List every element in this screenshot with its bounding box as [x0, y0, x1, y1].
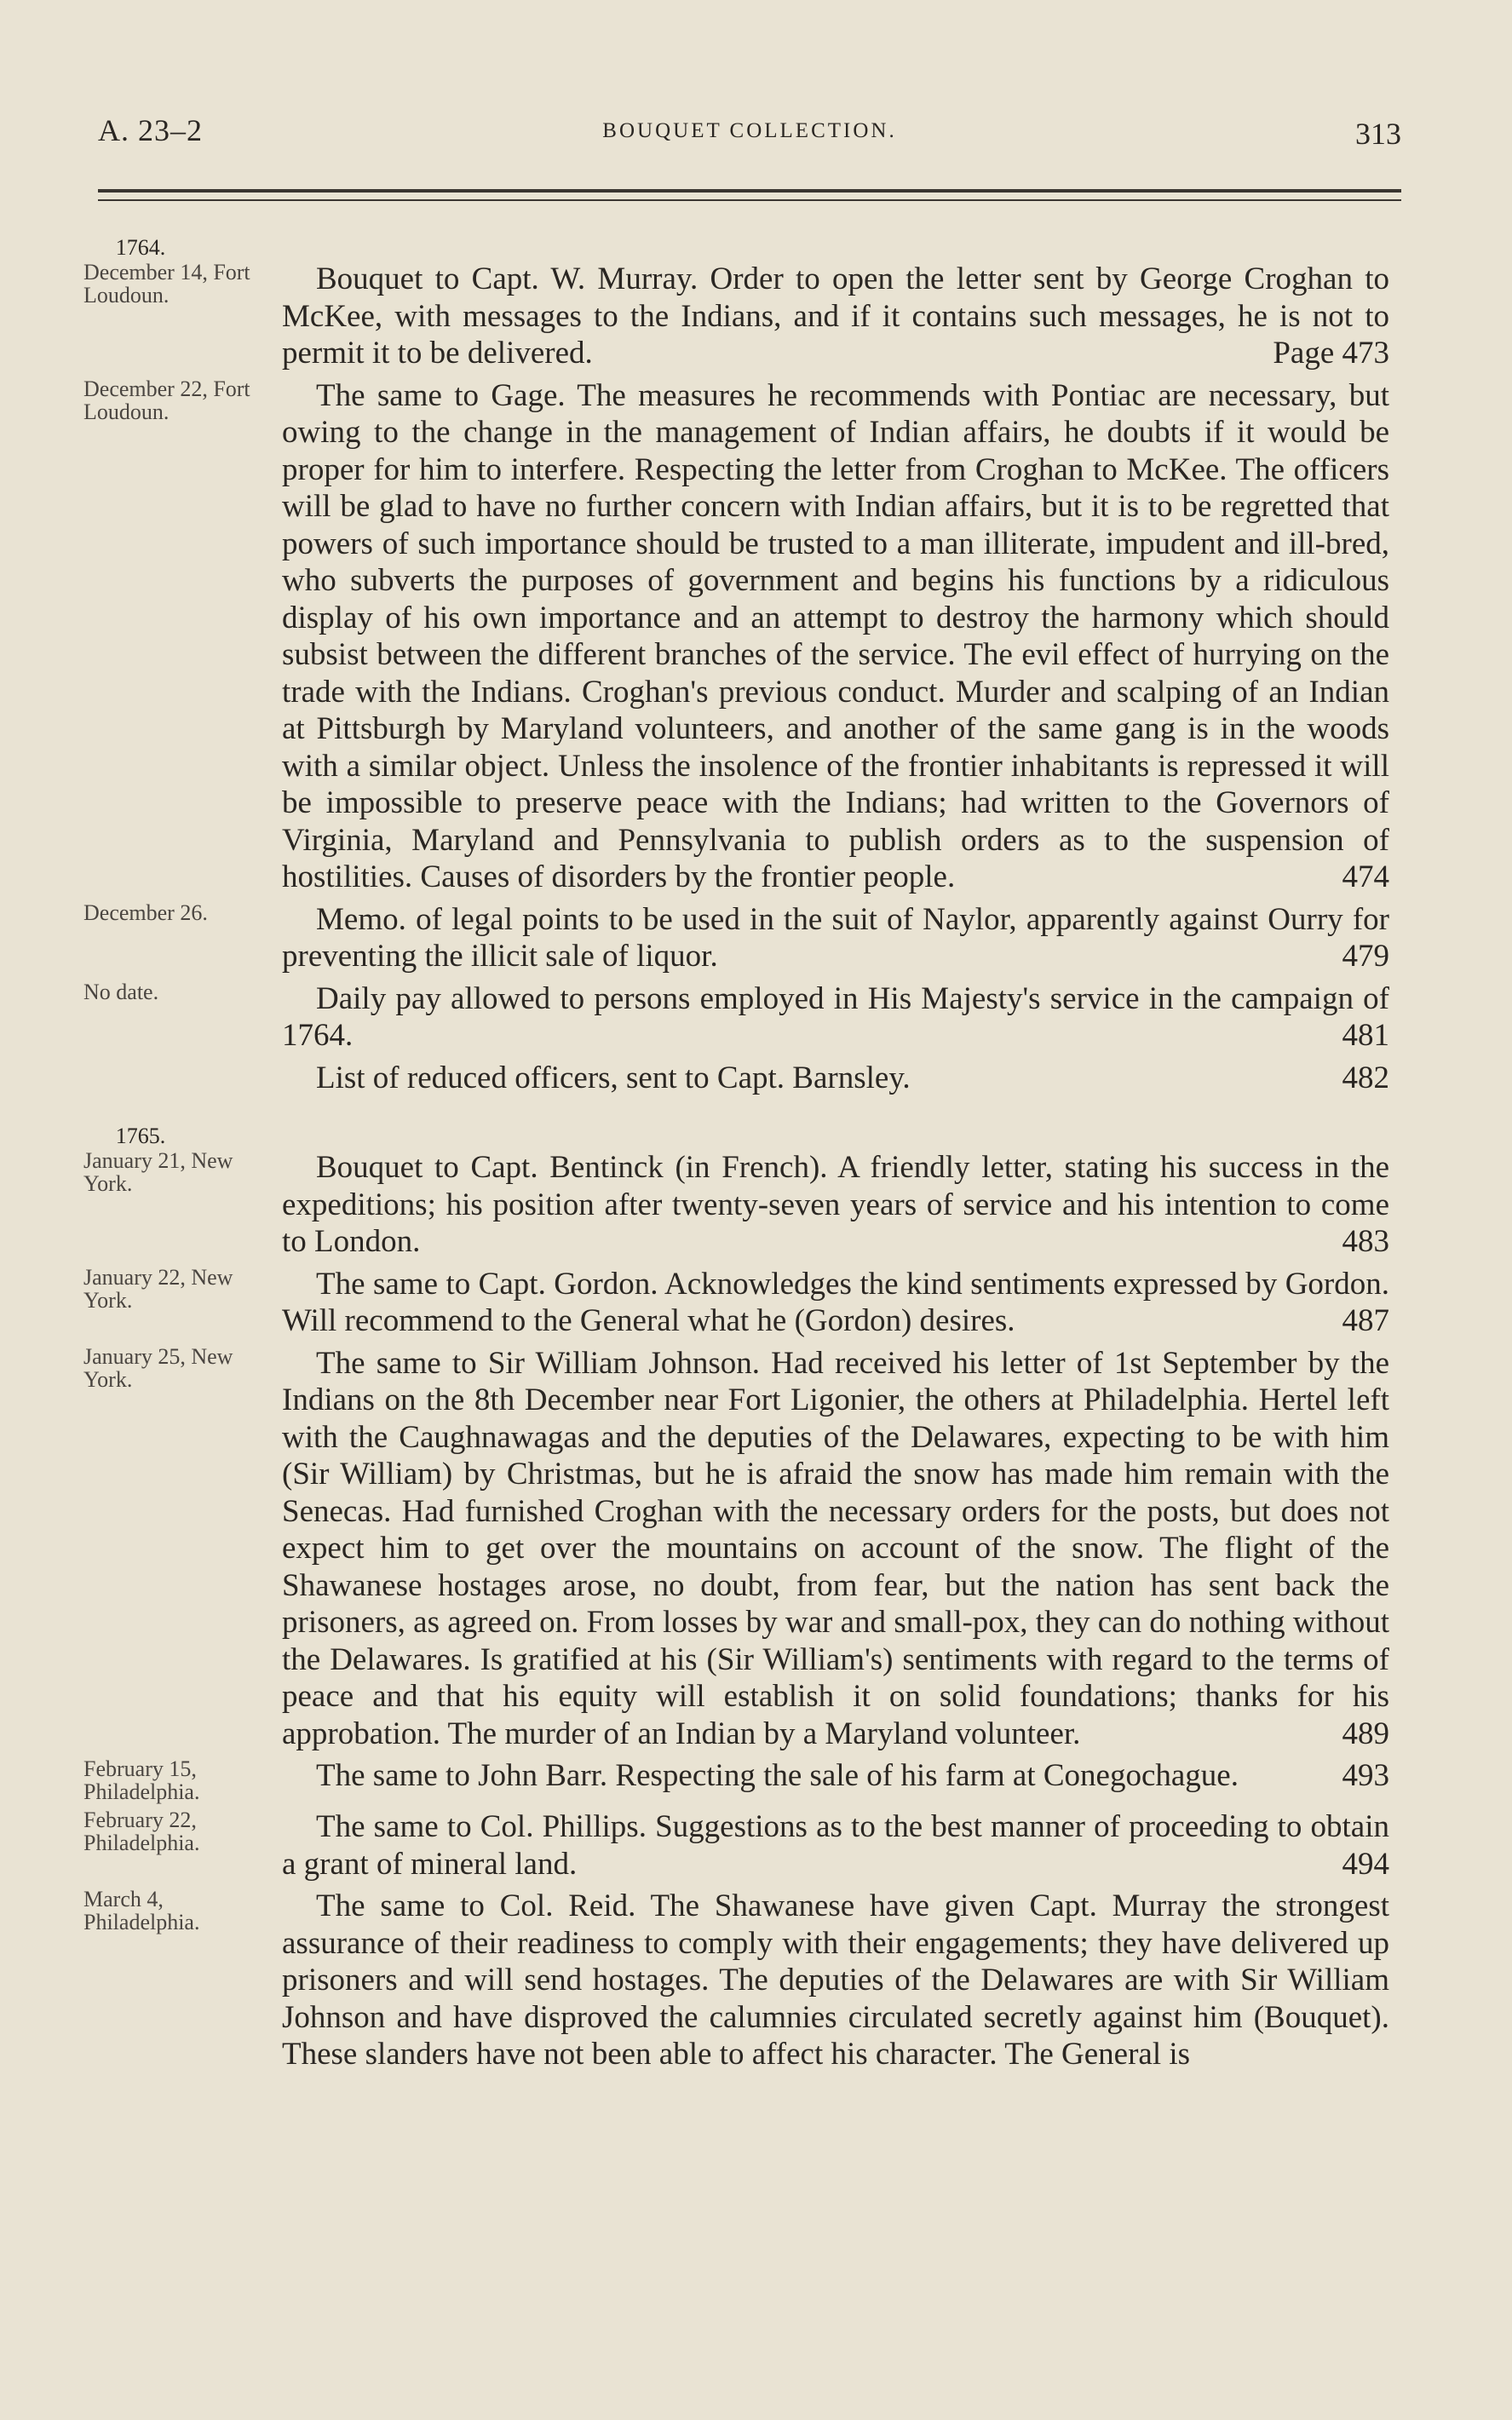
- entry-body: [273, 1266, 1389, 1340]
- page-header: [98, 112, 1401, 164]
- entry-date: February 22, Philadelphia.: [83, 1808, 200, 1855]
- entry-date: February 15, Philadelphia.: [83, 1756, 200, 1804]
- entry-body: [273, 901, 1389, 975]
- entry-body: [273, 261, 1389, 372]
- entry-date: March 4, Philadelphia.: [83, 1887, 200, 1934]
- calendar-entry: [0, 1808, 1512, 1883]
- entry-text: The same to Capt. Gordon. Acknowledges the kind sentiments expressed by Gordon. Will recommend to the General what he (Gordon) desires.: [282, 1266, 1389, 1338]
- calendar-entry: [0, 1888, 1512, 2073]
- entry-body: [273, 1888, 1389, 2073]
- entry-text: The same to John Barr. Respecting the sale of his farm at Conegochague.: [316, 1758, 1239, 1793]
- volume-reference: A. 23–2: [98, 113, 203, 147]
- entry-body: [273, 1149, 1389, 1261]
- page-reference: 487: [1342, 1303, 1389, 1338]
- calendar-entries: [0, 230, 1512, 2078]
- header-rule-thin: [98, 199, 1401, 201]
- page-number: 313: [1355, 117, 1401, 151]
- page-reference: 489: [1342, 1716, 1389, 1751]
- running-title: BOUQUET COLLECTION.: [602, 119, 897, 142]
- entry-date: December 26.: [83, 900, 208, 925]
- calendar-entry: [0, 1149, 1512, 1261]
- entry-text: Bouquet to Capt. Bentinck (in French). A friendly letter, stating his success in the expeditions; his position after twenty-seven years of service and his intention to come to London.: [282, 1150, 1389, 1259]
- entry-text: Daily pay allowed to persons employed in His Majesty's service in the campaign of 1764.: [282, 980, 1389, 1053]
- entry-text: The same to Gage. The measures he recommends with Pontiac are necessary, but owing to the change in the management of Indian affairs, he doubts if it would be proper for him to interfere. Respecting the letter from Croghan to McKee. The officers will be glad to have no further concern with Indian affairs, but it is to be regretted that powers of such importance should be trusted to a man illiterate, impudent and ill-bred, who subverts the purposes of government and begins his functions by a ridiculous display of his own importance and an attempt to destroy the harmony which should subsist between the different branches of the service. The evil effect of hurrying on the trade with the Indians. Croghan's previous conduct. Murder and scalping of an Indian at Pittsburgh by Maryland volunteers, and another of the same gang is in the woods with a similar object. Unless the insolence of the frontier inhabitants is repressed it will be impossible to preserve peace with the Indians; had written to the Governors of Virginia, Maryland and Pennsylvania to publish orders as to the suspension of hostilities. Causes of disorders by the frontier people.: [282, 377, 1389, 894]
- entry-date: January 22, New York.: [83, 1264, 233, 1313]
- entry-text: The same to Sir William Johnson. Had received his letter of 1st September by the Indians on the 8th December near Fort Ligonier, the others at Philadelphia. Hertel left with the Caughnawagas and the deputies of the Delawares, expecting to be with him (Sir William) by Christmas, but he is afraid the snow has made him remain with the Senecas. Had furnished Croghan with the necessary orders for the posts, but does not expect him to get over the mountains on account of the snow. The flight of the Shawanese hostages arose, no doubt, from fear, but the nation has sent back the prisoners, as agreed on. From losses by war and small-pox, they can do nothing without the Delawares. Is gratified at his (Sir William's) sentiments with regard to the terms of peace and that his equity will establish it on solid foundations; thanks for his approbation. The murder of an Indian by a Maryland volunteer.: [282, 1345, 1389, 1751]
- entry-body: [273, 980, 1389, 1055]
- entry-date: December 14, Fort Loudoun.: [83, 260, 250, 308]
- calendar-entry: [0, 1266, 1512, 1340]
- entry-date: [0, 1060, 273, 1097]
- year-heading: 1764.: [115, 235, 166, 260]
- calendar-entry: [0, 980, 1512, 1055]
- entry-body: [273, 1060, 1389, 1097]
- entry-date: January 21, New York.: [83, 1148, 233, 1196]
- entry-text: List of reduced officers, sent to Capt. Barnsley.: [316, 1060, 911, 1095]
- page-reference: Page 473: [1273, 336, 1389, 371]
- entry-date: No date.: [83, 979, 159, 1004]
- entry-text: The same to Col. Phillips. Suggestions as to the best manner of proceeding to obtain a grant of mineral land.: [282, 1809, 1389, 1882]
- entry-body: [273, 1345, 1389, 1753]
- entry-date: January 25, New York.: [83, 1343, 233, 1392]
- page-reference: 483: [1342, 1224, 1389, 1259]
- page-reference: 479: [1342, 939, 1389, 974]
- calendar-entry: [0, 1757, 1512, 1803]
- entry-body: [273, 1808, 1389, 1883]
- entry-body: [273, 377, 1389, 896]
- page-reference: 481: [1342, 1018, 1389, 1053]
- year-heading: 1765.: [115, 1124, 166, 1148]
- entry-body: [273, 1757, 1389, 1803]
- entry-text: Memo. of legal points to be used in the suit of Naylor, apparently against Ourry for preventing the illicit sale of liquor.: [282, 901, 1389, 974]
- header-rule-thick: [98, 189, 1401, 193]
- entry-text: Bouquet to Capt. W. Murray. Order to open the letter sent by George Croghan to McKee, with messages to the Indians, and if it contains such messages, he is not to permit it to be delivered.: [282, 262, 1389, 371]
- entry-date: December 22, Fort Loudoun.: [83, 376, 250, 424]
- page-reference: 493: [1342, 1758, 1389, 1793]
- calendar-entry: [0, 1345, 1512, 1753]
- page-reference: 482: [1342, 1060, 1389, 1095]
- calendar-entry: [0, 261, 1512, 372]
- page-reference: 494: [1342, 1846, 1389, 1882]
- entry-text: The same to Col. Reid. The Shawanese have given Capt. Murray the strongest assurance of their readiness to comply with their engagements; they have delivered up prisoners and will send hostages. The deputies of the Delawares are with Sir William Johnson and have disproved the calumnies circulated secretly against him (Bouquet). These slanders have not been able to affect his character. The General is: [282, 1888, 1389, 2072]
- page-reference: 474: [1342, 859, 1389, 894]
- calendar-entry: [0, 377, 1512, 896]
- calendar-entry: [0, 1060, 1512, 1097]
- calendar-entry: [0, 901, 1512, 975]
